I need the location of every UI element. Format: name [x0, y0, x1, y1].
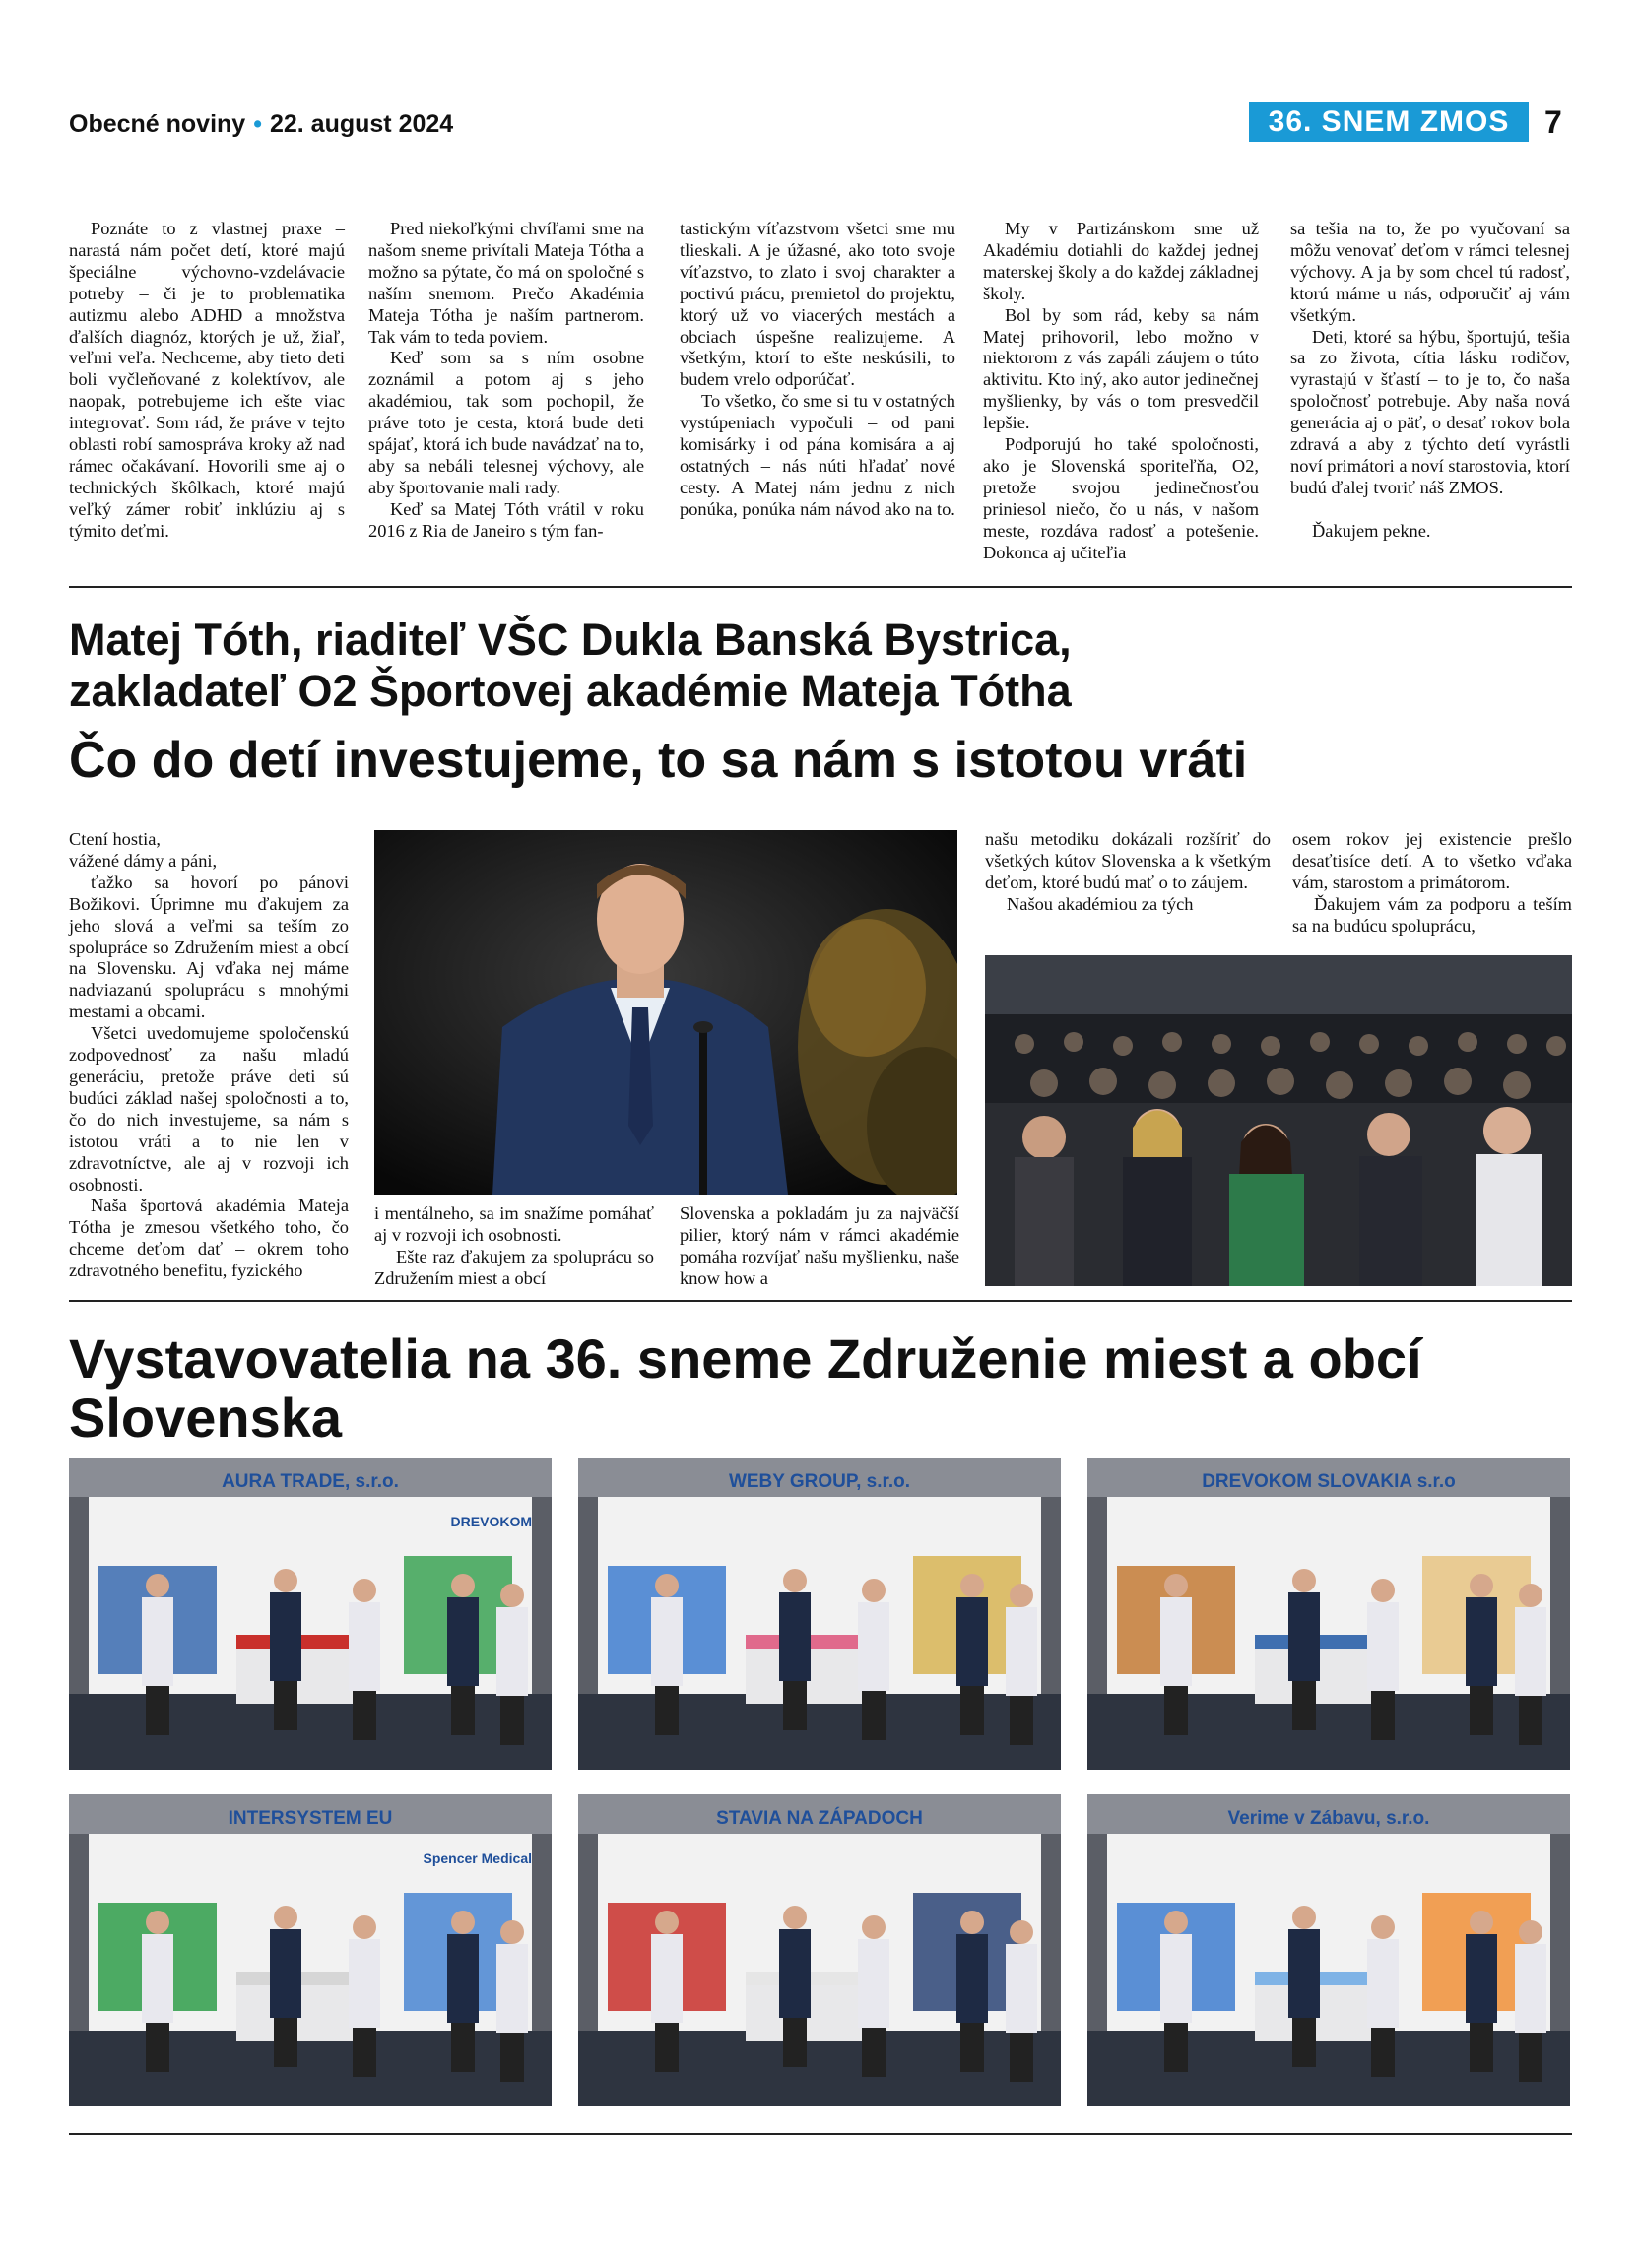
exhibitor-booth-photo: [578, 1458, 1061, 1770]
section-badge: 36. SNEM ZMOS: [1249, 102, 1529, 142]
main-article-column-1: [69, 829, 349, 1282]
paragraph: Ďakujem vám za podporu a teším sa na budúcu spoluprácu,: [1292, 893, 1572, 936]
paragraph: tastickým víťazstvom všetci sme mu tlieskali. A je úžasné, ako toto svoje víťazstvo, to zlato i svoj charakter a poctivú prácu, premietol do projektu, ktorý už vo viacerých mestách a obciach úspešne realizujeme. A všetkým, ktorí to ešte neskúsili, to budem vrelo odporúčať.: [680, 219, 955, 390]
booth-sign: STAVIA NA ZÁPADOCH: [716, 1808, 923, 1829]
audience-photo: [985, 955, 1572, 1286]
booth-sign: DREVOKOM SLOVAKIA s.r.o: [1202, 1471, 1456, 1492]
booth-sign: AURA TRADE, s.r.o.: [222, 1471, 399, 1492]
exhibitor-booth-photo: [578, 1794, 1061, 2106]
top-article-column-5: [1290, 219, 1570, 543]
top-article-column-2: [368, 219, 644, 543]
paragraph: My v Partizánskom sme už Akadémiu dotiahli do každej jednej materskej školy a do každej základnej školy.: [983, 219, 1259, 303]
publication-name: Obecné noviny: [69, 110, 246, 138]
paragraph: Keď sa Matej Tóth vrátil v roku 2016 z Ria de Janeiro s tým fan-: [368, 498, 644, 541]
divider-rule: [69, 1300, 1572, 1302]
masthead: [69, 110, 453, 139]
booth-secondary-sign: DREVOKOM: [450, 1514, 532, 1529]
exhibitor-booth-photo: [1087, 1794, 1570, 2106]
paragraph: Keď som sa s ním osobne zoznámil a potom aj s jeho akadémiou, tak som pochopil, že práve toto je cesta, ktorá bude deti spájať, ktorá ich bude navádzať na to, aby sa nebáli telesnej výchovy, ale aby športovanie mali rady.: [368, 348, 644, 497]
paragraph: Deti, ktoré sa hýbu, športujú, tešia sa zo života, cítia lásku rodičov, vyrastajú v šťastí – to je to, čo naša spoločnosť potrebuje. Aby naša nová generácia aj o päť, o desať rokov bola zdravá a aby z týchto detí vyrástli noví primátori a noví starostovia, ktorí budú ďalej tvoriť náš ZMOS.: [1290, 326, 1570, 497]
paragraph: Ešte raz ďakujem za spoluprácu so Združením miest a obcí: [374, 1246, 654, 1288]
paragraph: To všetko, čo sme si tu v ostatných vystúpeniach vypočuli – od pani komisárky i od pána komisára a aj ostatných – nás núti hľadať nové cesty. A Matej nám jednu z nich ponúka, ponúka nám návod ako na to.: [680, 391, 955, 519]
booth-secondary-sign: Spencer Medical: [423, 1850, 532, 1866]
paragraph: Ďakujem pekne.: [1312, 520, 1431, 541]
exhibitor-booth-photo: [1087, 1458, 1570, 1770]
exhibitor-booth-photo: [69, 1458, 552, 1770]
main-article-column-2: [374, 1203, 654, 1290]
issue-date: 22. august 2024: [269, 110, 454, 138]
speaker-caption: [69, 615, 1566, 717]
paragraph: Podporujú ho také spoločnosti, ako je Slovenská sporiteľňa, O2, pretože svojou jedinečnosťou priniesol niečo, čo u nás, v našom meste, rozdáva radosť a potešenie. Dokonca aj učiteľia: [983, 434, 1259, 562]
paragraph: osem rokov jej existencie prešlo desaťtisíce detí. A to všetko vďaka vám, starostom a primátorom.: [1292, 829, 1572, 892]
top-article-column-1: [69, 219, 345, 543]
page-number: 7: [1544, 104, 1562, 140]
top-article-column-3: [680, 219, 955, 521]
paragraph: Naša športová akadémia Mateja Tótha je zmesou všetkého toho, čo chceme deťom dať – okrem toho zdravotného benefitu, fyzického: [69, 1196, 349, 1281]
article-headline: Čo do detí investujeme, to sa nám s istotou vráti: [69, 732, 1248, 789]
speaker-line-2: zakladateľ O2 Športovej akadémie Mateja Tótha: [69, 666, 1072, 716]
booth-sign: Verime v Zábavu, s.r.o.: [1227, 1808, 1430, 1829]
paragraph: Všetci uvedomujeme spoločenskú zodpovednosť za našu mladú generáciu, pretože práve deti sú budúci základ našej spoločnosti a to, čo do nich investujeme, sa nám s istotou vráti a to nie len v zdravotníctve, ale aj v rozvoji ich osobnosti.: [69, 1023, 349, 1195]
paragraph: Bol by som rád, keby sa nám Matej prihovoril, lebo možno v niektorom z vás zapáli záujem o túto aktivitu. Kto iný, ako autor jedinečnej myšlienky, by vás o tom presvedčil lepšie.: [983, 304, 1259, 433]
paragraph: i mentálneho, sa im snažíme pomáhať aj v rozvoji ich osobnosti.: [374, 1203, 654, 1245]
top-article-column-4: [983, 219, 1259, 564]
divider-rule: [69, 2133, 1572, 2135]
speaker-photo: [374, 830, 957, 1195]
paragraph: vážené dámy a páni,: [69, 850, 218, 871]
paragraph: našu metodiku dokázali rozšíriť do všetkých kútov Slovenska a k všetkým deťom, ktoré budú mať o to záujem.: [985, 829, 1271, 892]
paragraph: Našou akadémiou za tých: [1007, 893, 1194, 914]
booth-sign: INTERSYSTEM EU: [228, 1808, 393, 1829]
paragraph: Slovenska a pokladám ju za najväčší pilier, ktorý nám v rámci akadémie pomáha rozvíjať našu myšlienku, naše know how a: [680, 1203, 959, 1288]
exhibitor-booth-photo: [69, 1794, 552, 2106]
paragraph: sa tešia na to, že po vyučovaní sa môžu venovať deťom v rámci telesnej výchovy. A ja by som chcel tú radosť, ktorú máme u nás, odporučiť aj vám všetkým.: [1290, 219, 1570, 325]
separator-dot: •: [253, 110, 262, 138]
paragraph: Poznáte to z vlastnej praxe – narastá nám počet detí, ktoré majú špeciálne výchovno-vzdelávacie potreby – či je to problematika autizmu alebo ADHD a množstva ďalších diagnóz, ktorých je už, žiaľ, veľmi veľa. Nechceme, aby tieto deti boli vyčleňované z kolektívov, ale naopak, potrebujeme ich ešte viac integrovať. Som rád, že práve v tejto oblasti robí samospráva kroky až nad rámec očakávaní. Hovorili sme aj o technických škôlkach, ktoré majú veľký zámer robiť inklúziu aj s týmito deťmi.: [69, 219, 345, 541]
main-article-column-3: [680, 1203, 959, 1290]
paragraph: ťažko sa hovorí po pánovi Božikovi. Úprimne mu ďakujem za jeho slová a veľmi sa teším zo spolupráce so Združením miest a obcí na Slovensku. Aj vďaka nej máme nadviazanú spoluprácu s mnohými mestami a obcami.: [69, 872, 349, 1022]
speaker-line-1: Matej Tóth, riaditeľ VŠC Dukla Banská Bystrica,: [69, 615, 1072, 665]
paragraph: Ctení hostia,: [69, 829, 161, 849]
booth-sign: WEBY GROUP, s.r.o.: [728, 1471, 911, 1492]
main-article-column-4: [985, 829, 1271, 916]
exhibitors-headline: Vystavovatelia na 36. sneme Združenie miest a obcí Slovenska: [69, 1328, 1422, 1449]
paragraph: [1290, 499, 1570, 521]
paragraph: Pred niekoľkými chvíľami sme na našom sneme privítali Mateja Tótha a možno sa pýtate, čo má on spoločné s naším snemom. Prečo Akadémia Mateja Tótha je naším partnerom. Tak vám to teda poviem.: [368, 219, 644, 347]
divider-rule: [69, 586, 1572, 588]
main-article-column-5: [1292, 829, 1572, 938]
